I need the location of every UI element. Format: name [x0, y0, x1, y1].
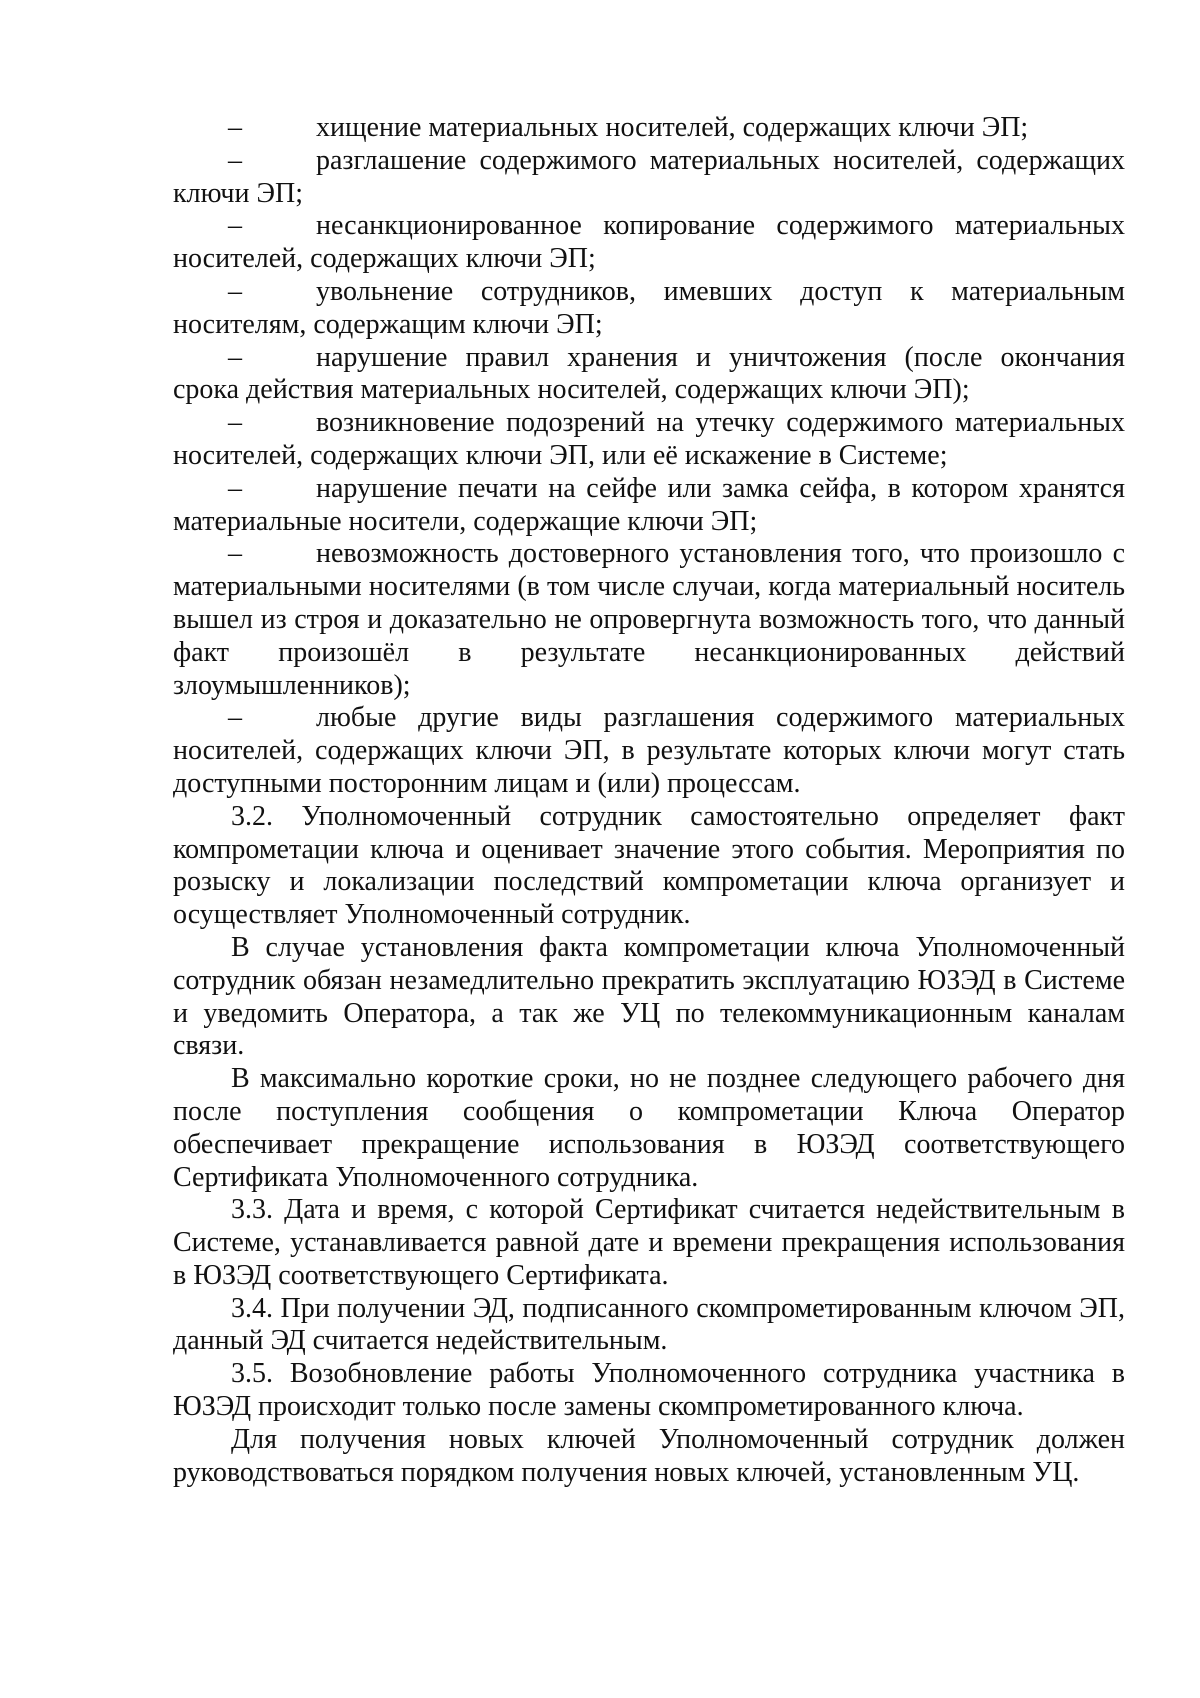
list-item	[173, 538, 1125, 702]
paragraph-3-3: 3.3. Дата и время, с которой Сертификат считается недействительным в Системе, устанавливается равной дате и времени прекращения использования в ЮЗЭД соответствующего Сертификата.	[173, 1194, 1125, 1291]
paragraph-key-compromise-action: В случае установления факта компрометации ключа Уполномоченный сотрудник обязан незамедлительно прекратить эксплуатацию ЮЗЭД в Системе и уведомить Оператора, а так же УЦ по телекоммуникационным каналам связи.	[173, 931, 1125, 1062]
list-item	[173, 276, 1125, 342]
list-item	[173, 702, 1125, 800]
paragraph-3-5: 3.5. Возобновление работы Уполномоченного сотрудника участника в ЮЗЭД происходит только после замены скомпрометированного ключа.	[173, 1358, 1125, 1423]
list-item-text: нарушение правил хранения и уничтожения (после окончания срока действия материальных носителей, содержащих ключи ЭП);	[173, 341, 1125, 406]
paragraph-3-4: 3.4. При получении ЭД, подписанного скомпрометированным ключом ЭП, данный ЭД считается недействительным.	[173, 1292, 1125, 1357]
list-dash: –	[228, 112, 242, 143]
list-dash: –	[228, 275, 242, 307]
list-item	[173, 112, 1125, 145]
list-dash: –	[228, 702, 242, 734]
list-item	[173, 407, 1125, 473]
list-item-text: хищение материальных носителей, содержащих ключи ЭП;	[316, 112, 1029, 143]
list-dash: –	[228, 538, 242, 570]
list-item	[173, 473, 1125, 539]
list-item-text: разглашение содержимого материальных носителей, содержащих ключи ЭП;	[173, 144, 1125, 209]
compromise-cases-list	[173, 112, 1125, 801]
list-item	[173, 342, 1125, 408]
paragraph-new-keys: Для получения новых ключей Уполномоченный сотрудник должен руководствоваться порядком получения новых ключей, установленным УЦ.	[173, 1423, 1125, 1488]
list-item-text: увольнение сотрудников, имевших доступ к материальным носителям, содержащим ключи ЭП;	[173, 275, 1125, 340]
list-item-text: нарушение печати на сейфе или замка сейфа, в котором хранятся материальные носители, содержащие ключи ЭП;	[173, 472, 1125, 537]
list-item	[173, 145, 1125, 211]
document-page	[173, 112, 1125, 1489]
list-dash: –	[228, 210, 242, 242]
list-item-text: любые другие виды разглашения содержимого материальных носителей, содержащих ключи ЭП, в результате которых ключи могут стать доступными посторонним лицам и (или) процессам.	[173, 702, 1125, 799]
list-dash: –	[228, 472, 242, 504]
list-item	[173, 210, 1125, 276]
body-paragraphs	[173, 801, 1125, 1490]
list-item-text: несанкционированное копирование содержимого материальных носителей, содержащих ключи ЭП;	[173, 210, 1125, 275]
list-item-text: невозможность достоверного установления того, что произошло с материальными носителями (в том числе случаи, когда материальный носитель вышел из строя и доказательно не опровергнута возможность того, что данный факт произошёл в результате несанкционированных действий злоумышленников);	[173, 538, 1125, 701]
paragraph-operator-deadline: В максимально короткие сроки, но не позднее следующего рабочего дня после поступления сообщения о компрометации Ключа Оператор обеспечивает прекращение использования в ЮЗЭД соответствующего Сертификата Уполномоченного сотрудника.	[173, 1063, 1125, 1193]
list-item-text: возникновение подозрений на утечку содержимого материальных носителей, содержащих ключи ЭП, или её искажение в Системе;	[173, 407, 1125, 471]
list-dash: –	[228, 144, 242, 176]
paragraph-3-2: 3.2. Уполномоченный сотрудник самостоятельно определяет факт компрометации ключа и оценивает значение этого события. Мероприятия по розыску и локализации последствий компрометации ключа организует и осуществляет Уполномоченный сотрудник.	[173, 800, 1125, 931]
list-dash: –	[228, 341, 242, 373]
list-dash: –	[228, 407, 242, 439]
